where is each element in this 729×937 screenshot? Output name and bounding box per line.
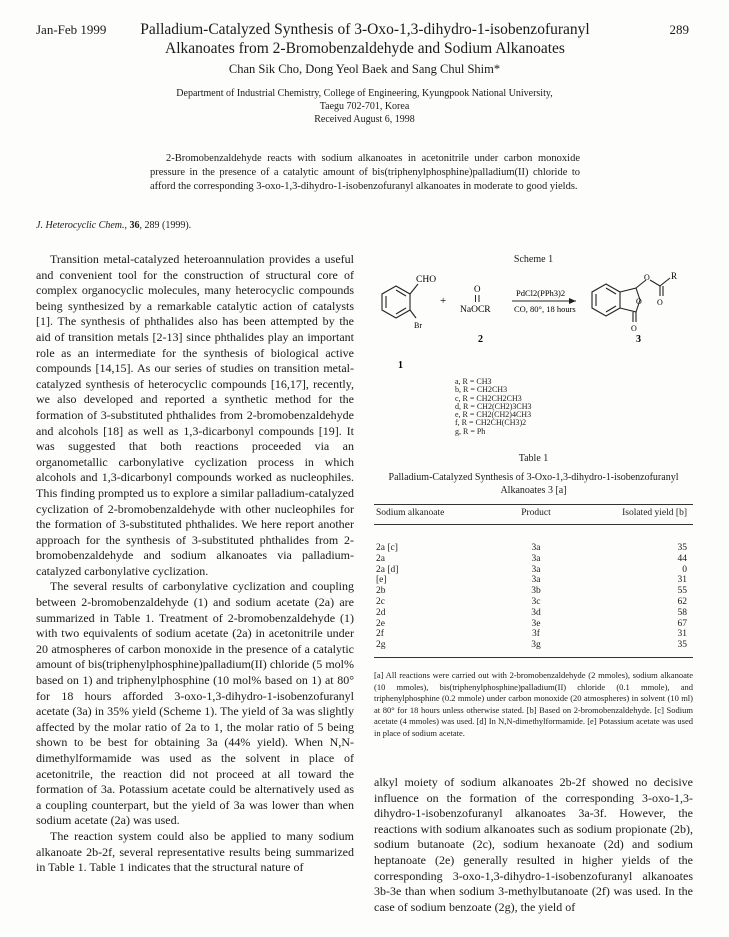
r-group-item: a, R = CH3	[455, 377, 492, 386]
compound-label-3: 3	[636, 334, 641, 345]
table-row	[374, 597, 693, 608]
cell-product: 3f	[532, 629, 540, 640]
column-header: Isolated yield [b]	[576, 505, 693, 525]
cell-yield: 0	[682, 564, 687, 575]
bromobenzaldehyde-structure	[382, 284, 418, 318]
cell-alkanoate: 2a [d]	[376, 564, 399, 575]
catalyst-label: PdCl2(PPh3)2	[516, 288, 566, 298]
table-caption	[374, 452, 693, 497]
cell-alkanoate: 2a [c]	[376, 543, 398, 553]
cell-yield: 31	[677, 629, 687, 640]
cell-product: 3g	[496, 640, 576, 657]
paragraph: alkyl moiety of sodium alkanoates 2b-2f showed no decisive influence on the formation of the corresponding 3-oxo-1,3-dihydro-1-isobenzofuranyl alkanoates 3a-3f. However, the reactions with sodium alkanoates such as sodium propionate (2b), sodium butanoate (2c), sodium hexanoate (2d) and sodium heptanoate (2e) generally resulted in higher yields of the corresponding 3-oxo-1,3-dihydro-1-isobenzofuranyl alkanoates 3b-3e than when sodium 3-methylbutanoate (2f) was used. In the case of sodium benzoate (2g), the yield of	[374, 775, 693, 914]
table-row	[374, 640, 693, 657]
affiliation-line: Department of Industrial Chemistry, College of Engineering, Kyungpook National University,	[176, 88, 553, 99]
ester-o-label: O	[644, 273, 650, 282]
received-date: Received August 6, 1998	[314, 114, 415, 125]
table-label: Table 1	[518, 453, 549, 464]
carbonyl-o-label: O	[474, 284, 481, 294]
cell-product: 3d	[531, 607, 541, 618]
cell-product: 3a	[531, 564, 541, 575]
cell-alkanoate: 2d	[376, 607, 386, 618]
cho-label: CHO	[416, 275, 437, 285]
paragraph: The several results of carbonylative cyclization and coupling between 2-bromobenzaldehyde (1) and sodium acetate (2a) are summarized in Table 1. Treatment of 2-bromobenzaldehyde (1) with two equivalents of sodium acetate (2a) in acetonitrile under 20 atmospheres of carbon monoxide in the presence of a catalytic amount of bis(triphenylphosphine)palladium(II) chloride (5 mol% based on 1) and triphenylphosphine (10 mol% based on 1) at 80° for 18 hours afforded 3-oxo-1,3-dihydro-1-isobenzofuranyl acetate (3a) in 35% yield (Scheme 1). The yield of 3a was slightly affected by the molar ratio of 2a to 1, the molar ratio of 5 being shown to be best for obtaining 3a (44% yield). When N,N-dimethylformamide was used as the solvent in place of acetonitrile, the reaction did not proceed at all toward the formation of 3a. Potassium acetate could be alternatively used as a coupling counterpart, but the yield of 3a was lower than when sodium acetate (2a) was used.	[36, 579, 354, 828]
cell-alkanoate: [e]	[376, 575, 387, 586]
compound-label-2: 2	[478, 334, 483, 345]
cell-alkanoate: 2f	[376, 629, 384, 640]
citation: J. Heterocyclic Chem., 36, 289 (1999).	[36, 220, 192, 231]
table-title-line: Palladium-Catalyzed Synthesis of 3-Oxo-1,3-dihydro-1-isobenzofuranyl	[388, 472, 679, 483]
carbonyl-bond	[476, 295, 480, 302]
table-row	[374, 629, 693, 640]
cell-yield: 58	[677, 607, 687, 618]
cell-yield: 44	[677, 553, 687, 564]
table-footnote: [a] All reactions were carried out with 2-bromobenzaldehyde (2 mmoles), sodium alkanoate (10 mmoles), bis(triphenylphosphine)palladium(II) chloride (0.1 mmole), and triphenylphosphine (0.2 mmole) under carbon monoxide (20 atmospheres) in solvent (10 ml) at 80° for 18 hours unless otherwise stated. [b] Based on 2-bromobenzaldehyde. [c] Sodium acetate (4 mmoles) was used. [d] In N,N-dimethylformamide. [e] Potassium acetate was used in place of sodium acetate.	[374, 670, 693, 738]
cell-yield: 55	[677, 586, 687, 597]
table-row	[374, 525, 693, 554]
reaction-scheme	[374, 266, 704, 376]
page-number: 289	[669, 22, 689, 37]
cell-product: 3c	[531, 596, 541, 607]
r-group-label: R	[671, 271, 678, 281]
affiliation-line: Taegu 702-701, Korea	[319, 101, 410, 112]
r-group-list	[455, 378, 532, 436]
br-label: Br	[414, 321, 422, 330]
table-row	[374, 554, 693, 565]
table-row	[374, 565, 693, 576]
table-row	[374, 586, 693, 597]
lactone-o-label: O	[631, 324, 637, 333]
compound-label-1: 1	[398, 360, 403, 371]
cell-yield: 67	[677, 618, 687, 629]
column-header: Product	[496, 505, 576, 525]
affiliation	[0, 87, 729, 126]
table-row	[374, 619, 693, 630]
cell-alkanoate: 2a	[376, 553, 385, 564]
cell-yield: 35	[677, 543, 687, 553]
abstract: 2-Bromobenzaldehyde reacts with sodium alkanoates in acetonitrile under carbon monoxide pressure in the presence of a catalytic amount of bis(triphenylphosphine)palladium(II) chloride to afford the corresponding 3-oxo-1,3-dihydro-1-isobenzofuranyl alkanoates in moderate to good yields.	[150, 153, 580, 192]
r-group-item: e, R = CH2(CH2)4CH3	[455, 410, 532, 420]
ring-o-label: O	[636, 297, 642, 306]
plus-sign: +	[440, 295, 447, 307]
ester-carbonyl-o-label: O	[657, 298, 663, 307]
r-group-item: g, R = Ph	[455, 426, 486, 436]
cell-yield: 31	[677, 575, 687, 586]
table-row	[374, 608, 693, 619]
cell-product: 3a	[531, 575, 541, 586]
cell-alkanoate: 2b	[376, 586, 386, 597]
right-column	[374, 775, 693, 915]
cell-alkanoate: 2c	[376, 596, 385, 607]
cell-product: 3e	[531, 618, 541, 629]
running-header-date: Jan-Feb 1999	[36, 22, 107, 37]
article-title: Palladium-Catalyzed Synthesis of 3-Oxo-1,3-dihydro-1-isobenzofuranyl Alkanoates from 2-Bromobenzaldehyde and Sodium Alkanoates	[140, 21, 590, 57]
r-group-item: d, R = CH2(CH2)3CH3	[455, 401, 532, 411]
cell-product: 3a	[531, 553, 541, 564]
journal-volume: 36	[129, 220, 140, 231]
table-header-row	[374, 505, 693, 525]
cell-alkanoate: 2g	[374, 640, 496, 657]
paragraph: Transition metal-catalyzed heteroannulation provides a useful and convenient tool for the construction of structural core of complex organocyclic molecules, many heterocyclic compounds being synthesized by a remarkable catalytic action of catalysts [1]. The synthesis of phthalides also has been attempted by the aid of transition metals [2-13] since phthalides play an important role as an intermediate for the synthesis of biological active compounds [14,15]. As our series of studies on transition metal-catalyzed synthesis of heterocyclic compounds [16,17], recently, we also developed and reported a synthetic method for the formation of 3-substituted phthalides from 2-bromobenzaldehyde and alcohols [18] as well as 1,3-dicarbonyl compounds [19]. It was suggested that both reactions proceeded via an organometallic carbonylative cyclization process in which alcohols and 1,3-dicarbonyl compounds worked as nucleophiles. This finding prompted us to explore a similar palladium-catalyzed cyclization of 2-bromobenzaldehyde with other nucleophiles for the formation of 3-substituted phthalides. We here report another approach for the synthesis of 3-substituted phthalides from 2-bromobenzaldehyde and sodium alkanoates via palladium-catalyzed carbonylative cyclization.	[36, 252, 354, 578]
column-header: Sodium alkanoate	[374, 505, 496, 525]
r-group-item: b, R = CH2CH3	[455, 385, 508, 395]
authors: Chan Sik Cho, Dong Yeol Baek and Sang Chul Shim*	[228, 62, 501, 76]
scheme-title: Scheme 1	[513, 254, 554, 265]
conditions-label: CO, 80°, 18 hours	[514, 304, 576, 314]
cell-yield: 62	[677, 596, 687, 607]
citation-pages: , 289 (1999).	[139, 220, 192, 231]
cell-product: 3b	[531, 586, 541, 597]
r-group-item: c, R = CH2CH2CH3	[455, 393, 522, 403]
cell-alkanoate: 2e	[376, 618, 385, 629]
table-title-line: Alkanoates 3 [a]	[500, 485, 567, 496]
cell-yield: 35	[576, 640, 693, 657]
table-row	[374, 575, 693, 586]
sodium-alkanoate-label: NaOCR	[460, 305, 491, 315]
cell-product: 3a	[531, 543, 541, 553]
journal-name: J. Heterocyclic Chem.	[36, 220, 125, 231]
yield-table	[374, 504, 693, 658]
r-group-item: f, R = CH2CH(CH3)2	[455, 418, 527, 428]
left-column	[36, 252, 354, 876]
paragraph: The reaction system could also be applied to many sodium alkanoate 2b-2f, several representative results being summarized in Table 1. Table 1 indicates that the structural nature of	[36, 828, 354, 875]
